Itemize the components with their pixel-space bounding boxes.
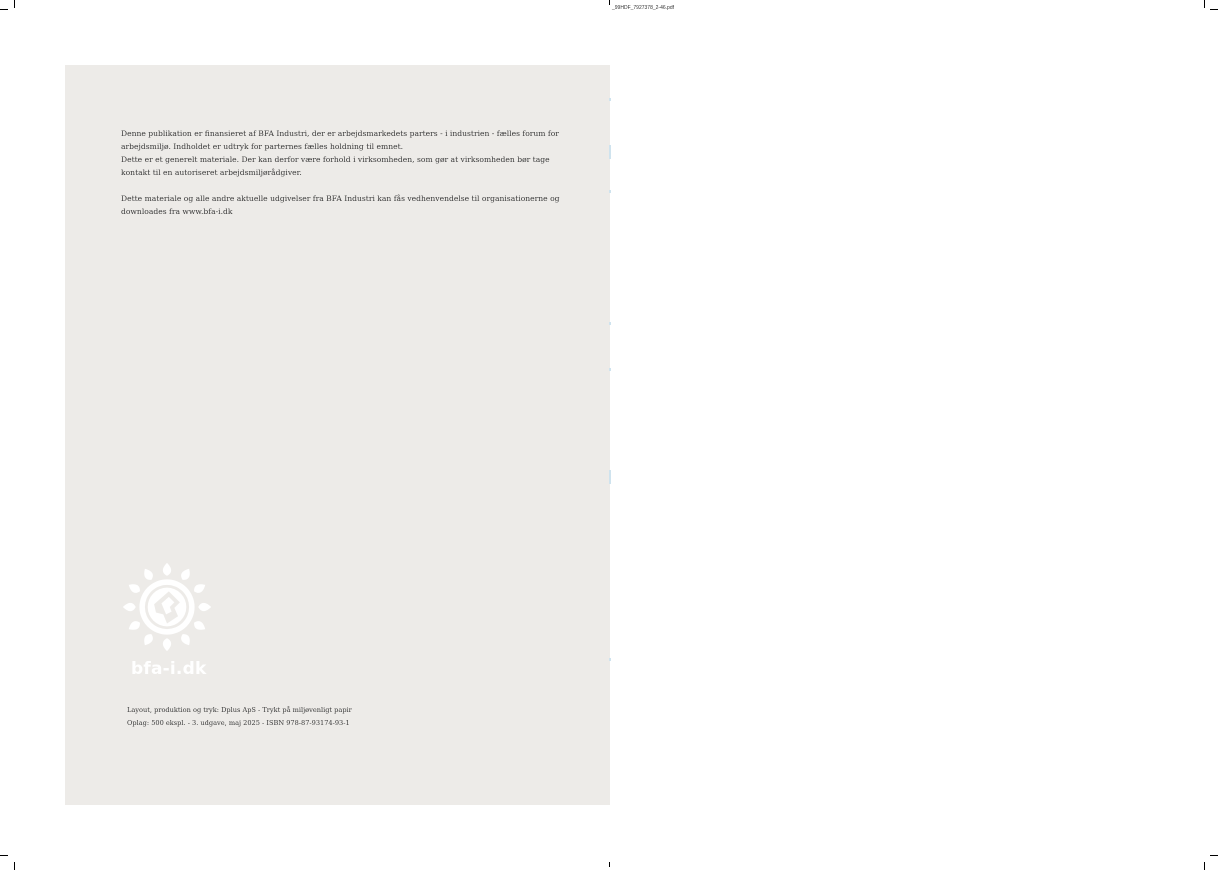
- intro-paragraph-financing: Denne publikation er finansieret af BFA Industri, der er arbejdsmarkedets parters - i industrien - fælles forum for arbejdsmiljø. Indholdet er udtryk for parternes fælles holdning til emnet.: [121, 129, 559, 151]
- crop-mark: [1210, 9, 1218, 10]
- bfa-sun-logo-icon: [121, 561, 213, 653]
- spine-mark: [609, 470, 611, 484]
- back-cover-page: [65, 65, 610, 805]
- intro-paragraph-availability: Dette materiale og alle andre aktuelle udgivelser fra BFA Industri kan fås vedhenvendelse til organisationerne og downloades fra www.bfa-i.dk: [121, 194, 560, 216]
- crop-mark: [14, 0, 15, 8]
- spine-mark: [609, 98, 611, 101]
- colophon: [127, 704, 352, 730]
- spine-mark: [609, 322, 611, 325]
- spine-mark: [609, 190, 611, 193]
- spine-mark: [609, 658, 611, 661]
- crop-mark: [1204, 862, 1205, 870]
- crop-mark: [0, 855, 8, 856]
- colophon-production-line: Layout, produktion og tryk: Dplus ApS - Trykt på miljøvenligt papir: [127, 706, 352, 714]
- crop-mark: [14, 862, 15, 870]
- spine-mark: [609, 368, 611, 371]
- crop-mark: [0, 9, 8, 10]
- intro-paragraph-disclaimer: Dette er et generelt materiale. Der kan derfor være forhold i virksomheden, som gør at virksomheden bør tage kontakt til en autoriseret arbejdsmiljørådgiver.: [121, 155, 550, 177]
- colophon-edition-line: Oplag: 500 ekspl. - 3. udgave, maj 2025 - ISBN 978-87-93174-93-1: [127, 719, 350, 727]
- crop-mark: [609, 862, 610, 867]
- crop-mark: [1210, 855, 1218, 856]
- spine-mark: [609, 145, 611, 159]
- logo-wordmark: bfa-i.dk: [131, 659, 207, 679]
- intro-text: [121, 127, 561, 218]
- file-name-label: _99HDF_7927378_2-46.pdf: [612, 5, 674, 11]
- crop-mark: [609, 0, 610, 5]
- crop-mark: [1204, 0, 1205, 8]
